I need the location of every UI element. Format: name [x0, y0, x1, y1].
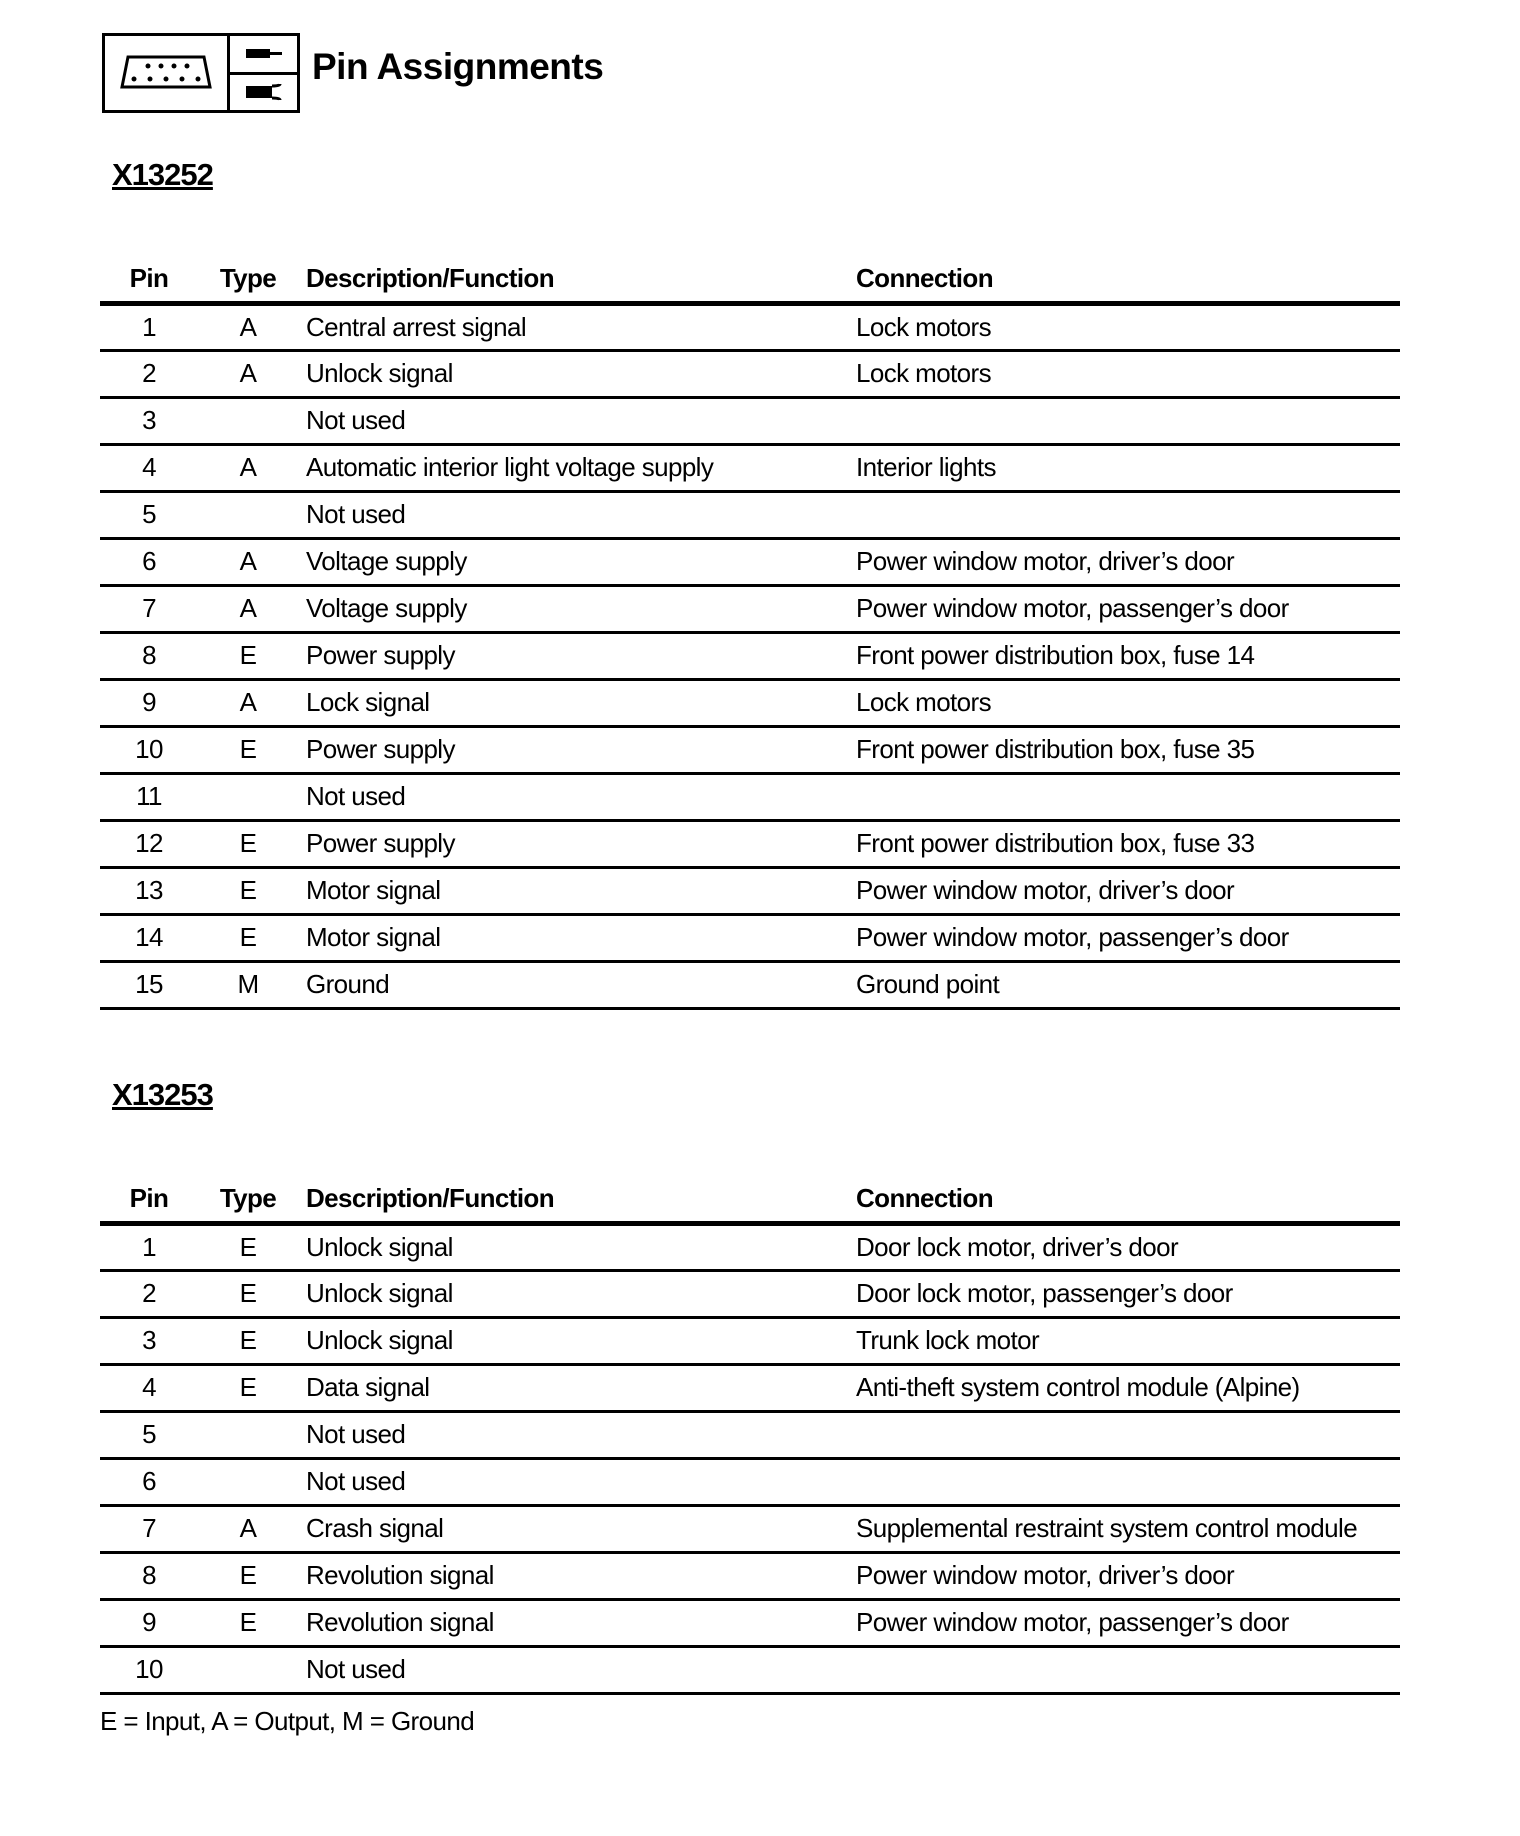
column-header-pin: Pin: [100, 1175, 198, 1224]
cell-conn: Supplemental restraint system control module: [856, 1506, 1400, 1553]
cell-desc: Data signal: [298, 1365, 856, 1412]
table-row: [100, 492, 1400, 539]
table-row: [100, 351, 1400, 398]
cell-desc: Not used: [298, 1647, 856, 1694]
cell-pin: 15: [100, 962, 198, 1009]
cell-conn: Front power distribution box, fuse 14: [856, 633, 1400, 680]
cell-desc: Central arrest signal: [298, 304, 856, 351]
connector-id: X13252: [112, 157, 213, 192]
cell-desc: Power supply: [298, 821, 856, 868]
cell-conn: Front power distribution box, fuse 35: [856, 727, 1400, 774]
cell-conn: Power window motor, driver’s door: [856, 539, 1400, 586]
cell-desc: Crash signal: [298, 1506, 856, 1553]
cell-type: E: [198, 1600, 298, 1647]
cell-type: E: [198, 1365, 298, 1412]
cell-pin: 3: [100, 1318, 198, 1365]
pin-assignment-icon-box: [102, 33, 300, 113]
cell-conn: Front power distribution box, fuse 33: [856, 821, 1400, 868]
table-row: [100, 1365, 1400, 1412]
cell-pin: 8: [100, 1553, 198, 1600]
cell-conn: Power window motor, driver’s door: [856, 1553, 1400, 1600]
cell-type: M: [198, 962, 298, 1009]
cell-desc: Unlock signal: [298, 1318, 856, 1365]
cell-conn: Interior lights: [856, 445, 1400, 492]
cell-type: A: [198, 1506, 298, 1553]
cell-desc: Motor signal: [298, 868, 856, 915]
cell-desc: Unlock signal: [298, 351, 856, 398]
cell-desc: Automatic interior light voltage supply: [298, 445, 856, 492]
table-row: [100, 774, 1400, 821]
cell-type: A: [198, 351, 298, 398]
cell-desc: Voltage supply: [298, 586, 856, 633]
cell-conn: [856, 492, 1400, 539]
cell-pin: 10: [100, 1647, 198, 1694]
table-row: [100, 915, 1400, 962]
column-header-conn: Connection: [856, 255, 1400, 304]
column-header-conn: Connection: [856, 1175, 1400, 1224]
cell-type: [198, 774, 298, 821]
cell-pin: 6: [100, 1459, 198, 1506]
table-row: [100, 1224, 1400, 1271]
table-row: [100, 1318, 1400, 1365]
cell-conn: Lock motors: [856, 680, 1400, 727]
table-row: [100, 304, 1400, 351]
connector-section: [0, 155, 1520, 1010]
cell-conn: Power window motor, driver’s door: [856, 868, 1400, 915]
cell-conn: [856, 774, 1400, 821]
cell-desc: Voltage supply: [298, 539, 856, 586]
table-row: [100, 445, 1400, 492]
cell-desc: Unlock signal: [298, 1224, 856, 1271]
table-row: [100, 868, 1400, 915]
column-header-pin: Pin: [100, 255, 198, 304]
column-header-desc: Description/Function: [298, 255, 856, 304]
table-header-row: [100, 1175, 1400, 1224]
cell-conn: [856, 1647, 1400, 1694]
cell-type: E: [198, 1224, 298, 1271]
cell-desc: Not used: [298, 398, 856, 445]
type-legend: E = Input, A = Output, M = Ground: [100, 1706, 475, 1736]
cell-conn: Trunk lock motor: [856, 1318, 1400, 1365]
cell-conn: [856, 1412, 1400, 1459]
column-header-desc: Description/Function: [298, 1175, 856, 1224]
pin-table: [100, 1175, 1400, 1695]
table-row: [100, 727, 1400, 774]
connector-id: X13253: [112, 1077, 213, 1112]
plug-female-icon: [230, 75, 297, 111]
cell-conn: Power window motor, passenger’s door: [856, 1600, 1400, 1647]
cell-desc: Not used: [298, 492, 856, 539]
table-row: [100, 1600, 1400, 1647]
cell-type: E: [198, 727, 298, 774]
pin-table: [100, 255, 1400, 1010]
cell-pin: 11: [100, 774, 198, 821]
cell-type: E: [198, 868, 298, 915]
column-header-type: Type: [198, 1175, 298, 1224]
cell-conn: Ground point: [856, 962, 1400, 1009]
cell-desc: Power supply: [298, 727, 856, 774]
cell-pin: 7: [100, 586, 198, 633]
table-row: [100, 1271, 1400, 1318]
cell-pin: 13: [100, 868, 198, 915]
cell-pin: 6: [100, 539, 198, 586]
table-row: [100, 633, 1400, 680]
cell-conn: Lock motors: [856, 351, 1400, 398]
cell-type: [198, 398, 298, 445]
table-row: [100, 1647, 1400, 1694]
cell-type: E: [198, 1271, 298, 1318]
cell-pin: 12: [100, 821, 198, 868]
table-row: [100, 1412, 1400, 1459]
cell-desc: Not used: [298, 774, 856, 821]
cell-desc: Ground: [298, 962, 856, 1009]
cell-conn: Power window motor, passenger’s door: [856, 915, 1400, 962]
cell-conn: [856, 398, 1400, 445]
cell-pin: 3: [100, 398, 198, 445]
plug-male-icon: [230, 36, 297, 75]
cell-type: A: [198, 304, 298, 351]
table-row: [100, 1459, 1400, 1506]
cell-pin: 1: [100, 304, 198, 351]
cell-desc: Not used: [298, 1412, 856, 1459]
cell-conn: Lock motors: [856, 304, 1400, 351]
table-row: [100, 1553, 1400, 1600]
cell-type: E: [198, 915, 298, 962]
cell-type: [198, 1412, 298, 1459]
cell-type: [198, 1459, 298, 1506]
cell-type: [198, 1647, 298, 1694]
cell-type: A: [198, 680, 298, 727]
cell-pin: 8: [100, 633, 198, 680]
page-title: Pin Assignments: [312, 46, 604, 87]
cell-conn: Anti-theft system control module (Alpine): [856, 1365, 1400, 1412]
cell-pin: 4: [100, 445, 198, 492]
cell-pin: 10: [100, 727, 198, 774]
cell-desc: Lock signal: [298, 680, 856, 727]
cell-pin: 5: [100, 1412, 198, 1459]
cell-pin: 9: [100, 680, 198, 727]
cell-type: E: [198, 821, 298, 868]
cell-type: E: [198, 633, 298, 680]
table-row: [100, 586, 1400, 633]
cell-type: A: [198, 539, 298, 586]
cell-desc: Power supply: [298, 633, 856, 680]
cell-desc: Revolution signal: [298, 1553, 856, 1600]
cell-conn: Door lock motor, passenger’s door: [856, 1271, 1400, 1318]
table-row: [100, 539, 1400, 586]
cell-pin: 14: [100, 915, 198, 962]
cell-pin: 2: [100, 351, 198, 398]
cell-desc: Not used: [298, 1459, 856, 1506]
table-row: [100, 398, 1400, 445]
cell-pin: 7: [100, 1506, 198, 1553]
table-row: [100, 680, 1400, 727]
column-header-type: Type: [198, 255, 298, 304]
cell-pin: 1: [100, 1224, 198, 1271]
table-row: [100, 962, 1400, 1009]
cell-pin: 4: [100, 1365, 198, 1412]
connector-section: [0, 1075, 1520, 1695]
table-header-row: [100, 255, 1400, 304]
cell-type: A: [198, 586, 298, 633]
connector-icon: [105, 36, 230, 110]
cell-desc: Unlock signal: [298, 1271, 856, 1318]
cell-conn: Door lock motor, driver’s door: [856, 1224, 1400, 1271]
cell-conn: Power window motor, passenger’s door: [856, 586, 1400, 633]
cell-pin: 9: [100, 1600, 198, 1647]
cell-type: [198, 492, 298, 539]
cell-type: E: [198, 1318, 298, 1365]
cell-desc: Motor signal: [298, 915, 856, 962]
cell-pin: 2: [100, 1271, 198, 1318]
cell-pin: 5: [100, 492, 198, 539]
table-row: [100, 821, 1400, 868]
cell-type: A: [198, 445, 298, 492]
table-row: [100, 1506, 1400, 1553]
cell-type: E: [198, 1553, 298, 1600]
cell-conn: [856, 1459, 1400, 1506]
cell-desc: Revolution signal: [298, 1600, 856, 1647]
